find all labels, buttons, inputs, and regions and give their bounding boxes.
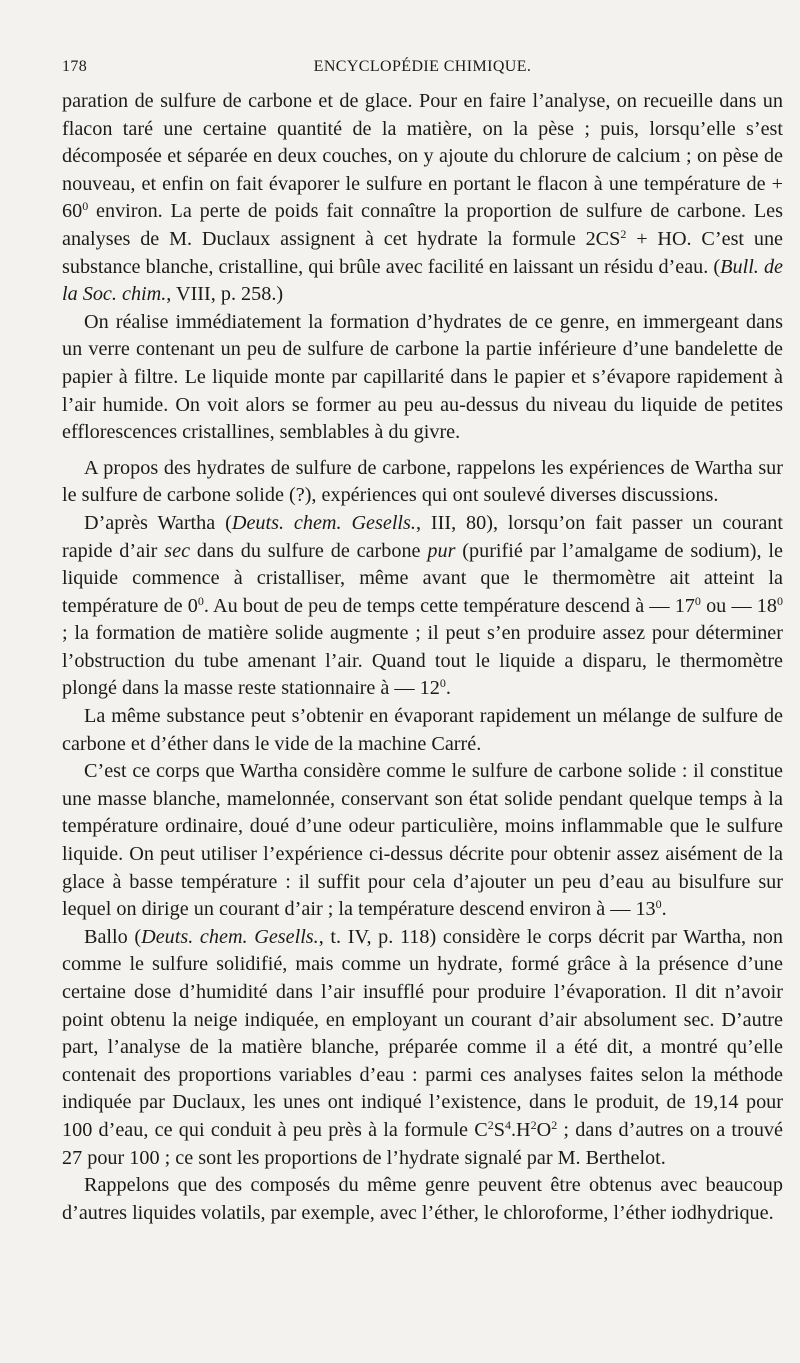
superscript: 4 (504, 1117, 511, 1132)
paragraph (62, 758, 783, 924)
superscript: 0 (439, 676, 446, 691)
text-run: O (536, 1118, 552, 1141)
italic-citation: Bull. de la Soc. chim. (62, 255, 783, 306)
paragraph (62, 924, 783, 1172)
italic-citation: Deuts. chem. Gesells. (231, 511, 416, 534)
text-run: Ballo ( (84, 925, 142, 948)
text-run: ; dans d’autres on a trouvé 27 pour 100 ; ce sont les proportions de l’hydrate signalé par M. Berthelot. (62, 1118, 783, 1169)
text-run: + HO. C’est une substance blanche, cristalline, qui brûle avec facilité en laissant un résidu d’eau. ( (62, 227, 783, 278)
superscript: 0 (197, 593, 204, 608)
paragraph (62, 88, 783, 309)
superscript: 2 (620, 226, 627, 241)
text-run: ; la formation de matière solide augmente ; il peut s’en produire assez pour déterminer l’obstruction du tube amenant l’air. Quand tout le liquide a disparu, le thermomètre plongé dans la masse reste stationnaire à — 12 (62, 622, 783, 700)
text-run: .H (510, 1118, 531, 1141)
text-run: . (445, 677, 451, 700)
italic-citation: sec (164, 539, 191, 562)
text-run: paration de sulfure de carbone et de glace. Pour en faire l’analyse, on recueille dans un flacon taré une certaine quantité de la matière, on la pèse ; puis, lorsqu’elle s’est décomposée et séparée en deux couches, on y ajoute du chlorure de calcium ; on pèse de nouveau, et enfin on fait évaporer le sulfure en portant le flacon à une température de + 60 (62, 90, 783, 223)
superscript: 2 (487, 1117, 494, 1132)
text-run: C’est ce corps que Wartha considère comme le sulfure de carbone solide : il constitue une masse blanche, mamelonnée, conservant son état solide pendant quelque temps à la température ordinaire, doué d’une odeur particulière, moins inflammable que le sulfure liquide. On peut utiliser l’expérience ci-dessus décrite pour obtenir assez aisément de la glace à basse température : il suffit pour cela d’ajouter un peu d’eau au bisulfure sur lequel on dirige un courant d’air ; la température descend environ à — 13 (62, 760, 783, 921)
text-run: A propos des hydrates de sulfure de carbone, rappelons les expériences de Wartha sur le sulfure de carbone solide (?), expériences qui ont soulevé diverses discussions. (62, 456, 783, 507)
italic-citation: pur (427, 539, 456, 562)
text-run: On réalise immédiatement la formation d’hydrates de ce genre, en immergeant dans un verre contenant un peu de sulfure de carbone la partie inférieure d’une bandelette de papier à filtre. Le liquide monte par capillarité dans le papier et s’évapore rapidement à l’air humide. On voit alors se former au peu au-dessus du niveau du liquide de petites efflorescences cristallines, semblables à du givre. (62, 310, 783, 444)
text-run: . Au bout de peu de temps cette température descend à — 17 (203, 594, 695, 617)
running-title: ENCYCLOPÉDIE CHIMIQUE. (313, 58, 532, 75)
page-number: 178 (62, 58, 88, 75)
superscript: 0 (655, 897, 662, 912)
text-run: environ. La perte de poids fait connaître la proportion de sulfure de carbone. Les analyses de M. Duclaux assignent à cet hydrate la formule 2CS (62, 200, 783, 250)
paragraph (62, 309, 783, 447)
text-run: . (661, 898, 667, 921)
text-run: (purifié par l’amalgame de sodium), le liquide commence à cristalliser, même avant que le thermomètre ait atteint la température de 0 (62, 539, 783, 617)
text-run: , III, 80), lorsqu’on fait passer un courant rapide d’air (62, 511, 783, 562)
superscript: 0 (777, 593, 783, 608)
superscript: 0 (82, 199, 89, 214)
text-run: D’après Wartha ( (84, 511, 232, 534)
superscript: 0 (694, 593, 701, 608)
body-text (62, 88, 783, 1227)
superscript: 2 (530, 1117, 537, 1132)
superscript: 2 (551, 1117, 558, 1132)
paragraph (62, 510, 783, 703)
paragraph (62, 1172, 783, 1227)
text-run: La même substance peut s’obtenir en évaporant rapidement un mélange de sulfure de carbone et d’éther dans le vide de la machine Carré. (62, 705, 783, 755)
paragraph (62, 703, 783, 758)
text-run: Rappelons que des composés du même genre peuvent être obtenus avec beaucoup d’autres liquides volatils, par exemple, avec l’éther, le chloroforme, l’éther iodhydrique. (62, 1174, 783, 1224)
text-run: , VIII, p. 258.) (166, 283, 284, 306)
text-run: ou — 18 (700, 594, 777, 617)
text-run: dans du sulfure de carbone (190, 539, 428, 562)
text-run: S (493, 1118, 505, 1141)
text-run: , t. IV, p. 118) considère le corps décrit par Wartha, non comme le sulfure solidifié, mais comme un hydrate, formé grâce à la présence d’une certaine dose d’humidité dans l’air insufflé pour produire l’évaporation. Il dit n’avoir point obtenu la neige indiquée, en employant un courant d’air absolument sec. D’autre part, l’analyse de la matière blanche, préparée comme il a été dit, a montré qu’elle contenait des proportions variables d’eau : parmi ces analyses faites selon la méthode indiquée par Duclaux, les unes ont indiqué l’existence, dans le produit, de 19,14 pour 100 d’eau, ce qui conduit à peu près à la formule C (62, 925, 783, 1141)
italic-citation: Deuts. chem. Gesells. (141, 925, 319, 948)
paragraph (62, 455, 783, 510)
running-header (62, 58, 783, 88)
